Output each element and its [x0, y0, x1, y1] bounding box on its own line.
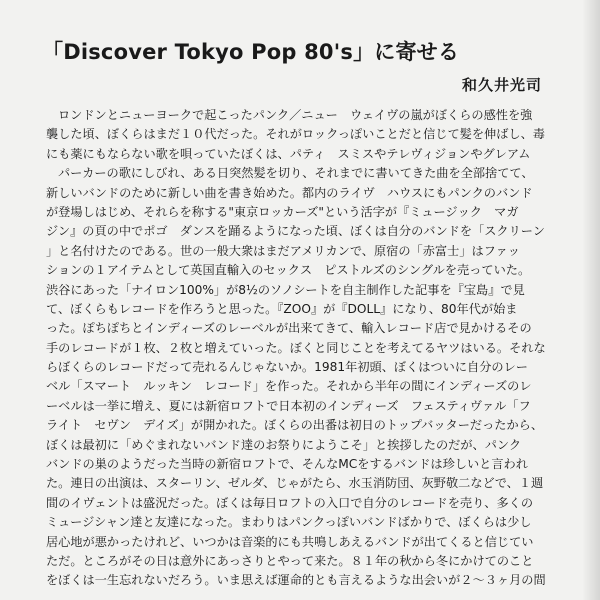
- body-line: ーベルは一挙に増え、夏には新宿ロフトで日本初のインディーズ フェスティヴァル「フ: [46, 398, 531, 413]
- body-line: が登場しはじめ、それらを称する"東京ロッカーズ"という活字が『ミュージック マガ: [46, 204, 519, 219]
- author-name: 和久井光司: [461, 76, 542, 94]
- body-line: ベル「スマート ルッキン レコード」を作った。それから半年の間にインディーズのレ: [46, 379, 532, 394]
- body-line: 居心地が悪かったけれど、いつかは音楽的にも共鳴しあえるバンドが出てくると信じてい: [46, 534, 534, 549]
- body-line: 襲した頃、ぼくらはまだ１０代だった。それがロックっぽいことだと信じて髪を伸ばし、毒: [46, 127, 545, 142]
- body-line: て、ぼくらもレコードを作ろうと思った。『ZOO』が『DOLL』になり、80年代が始ま: [46, 301, 518, 316]
- article-title: 「Discover Tokyo Pop 80's」に寄せる: [42, 40, 460, 64]
- article-body: [46, 106, 560, 591]
- body-line: 間のイヴェントは盛況だった。ぼくは毎日ロフトの入口で自分のレコードを売り、多くの: [46, 495, 534, 510]
- body-line: 渋谷にあった「ナイロン100%」が8½のソノシートを自主制作した記事を『宝島』で見: [46, 282, 525, 297]
- body-line: をぼくは一生忘れないだろう。いま思えば運命的とも言えるような出会いが２～３ヶ月の間: [46, 573, 546, 588]
- body-line: らぼくらのレコードだって売れるんじゃないか。1981年初頭、ぼくはついに自分のレー: [46, 360, 528, 375]
- body-line: 手のレコードが１枚、２枚と増えていった。ぼくと同じことを考えてるヤツはいる。それな: [46, 340, 546, 355]
- body-line: ミュージシャン達と友達になった。まわりはパンクっぽいバンドばかりで、ぼくらは少し: [46, 515, 532, 530]
- body-line: ションの１アイテムとして英国直輸入のセックス ピストルズのシングルを売っていた。: [46, 263, 531, 278]
- body-line: 新しいバンドのために新しい曲を書き始めた。都内のライヴ ハウスにもパンクのバンド: [46, 185, 533, 200]
- body-line: ジン』の頁の中でポゴ ダンスを踊るようになった頃、ぼくは自分のバンドを「スクリーン: [46, 224, 545, 239]
- body-line: た。連日の出演は、スターリン、ゼルダ、じゃがたら、水玉消防団、灰野敬二などで、１週: [46, 476, 544, 491]
- body-line: ライト セヴン デイズ」が開かれた。ぼくらの出番は初日のトップバッターだったから、: [46, 418, 544, 433]
- page-edge-shadow: [582, 0, 600, 600]
- body-line: バンドの巣のようだった当時の新宿ロフトで、そんなMCをするバンドは珍しいと言われ: [46, 457, 528, 472]
- body-line: パーカーの歌にしびれ、ある日突然髪を切り、それまでに書いてきた曲を全部捨てて、: [58, 166, 534, 181]
- body-line: ロンドンとニューヨークで起こったパンク／ニュー ウェイヴの嵐がぼくらの感性を強: [58, 108, 533, 122]
- body-line: ぼくは最初に「めぐまれないバンド達のお祭りにようこそ」と挨拶したのだが、パンク: [46, 437, 522, 452]
- body-line: 」と名付けたのである。世の一般大衆はまだアメリカンで、原宿の「赤富士」はファッ: [46, 243, 520, 258]
- body-line: にも薬にもならない歌を唄っていたぼくは、パティ スミスやテレヴィジョンやグレアム: [46, 146, 531, 161]
- body-line: った。ぽちぽちとインディーズのレーベルが出来てきて、輸入レコード店で見かけるその: [46, 321, 532, 336]
- body-line: ただ。ところがその日は意外にあっさりとやって来た。８１年の秋から冬にかけてのこと: [46, 553, 534, 568]
